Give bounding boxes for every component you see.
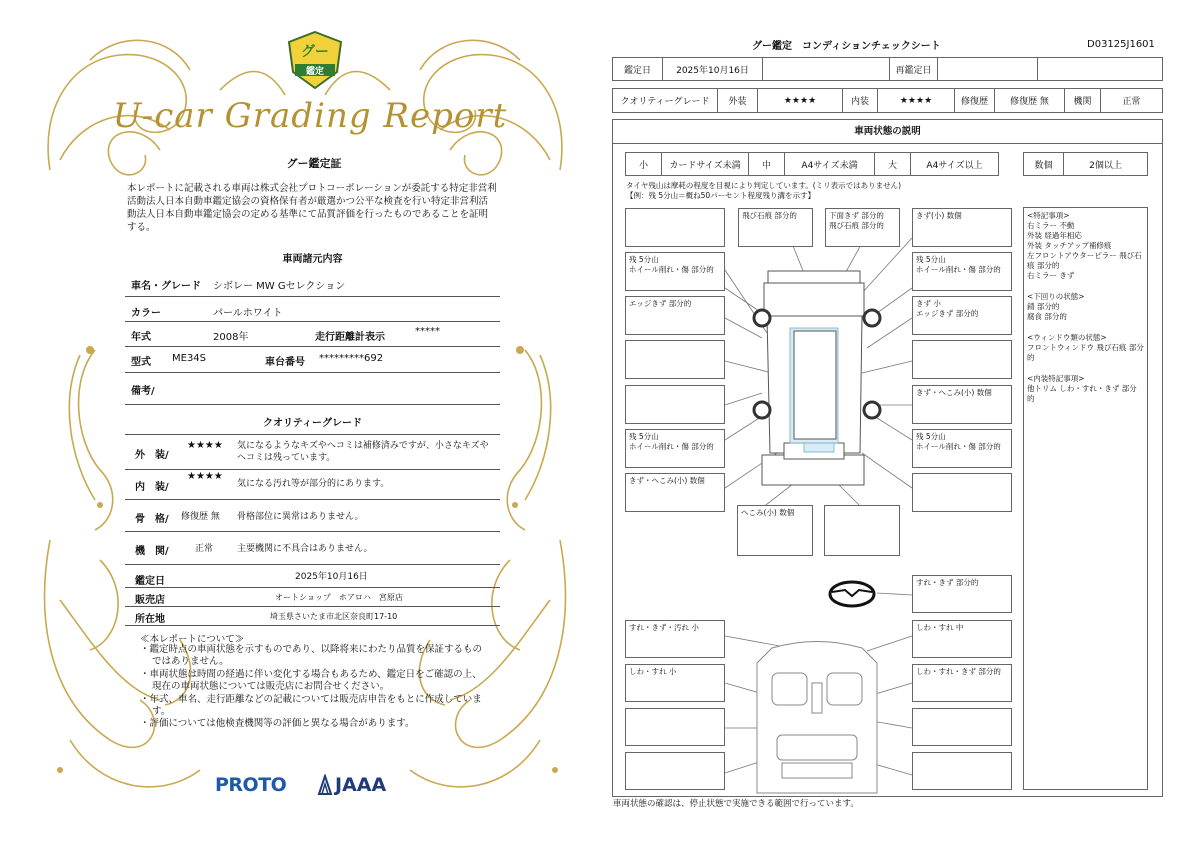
tire-note: タイヤ残山は摩耗の程度を目視により判定しています。(ミリ表示ではありません) (626, 181, 902, 190)
partner-logos (215, 770, 415, 800)
interior-note-box: しわ・すれ・きず 部分的 (912, 664, 1012, 702)
sheet-exterior-stars: ★★★★ (758, 89, 843, 112)
damage-note-box (912, 473, 1012, 512)
size-legend: 小 カードサイズ未満 中 A4サイズ未満 大 A4サイズ以上 (625, 152, 999, 176)
damage-note-box: きず・へこみ(小) 数個 (912, 385, 1012, 424)
special-notes-group: <特記事項> 右ミラー 不動 外装 経過年相応 外装 タッチアップ補修痕 左フロントアウターピラー 飛び石痕 部分的 右ミラー きず (1027, 211, 1142, 280)
sheet-title: グー鑑定 コンディションチェックシート (752, 41, 941, 52)
appraisal-date: 2025年10月16日 (295, 572, 368, 582)
model-value: ME34S (172, 353, 207, 364)
year-value: 2008年 (213, 332, 249, 343)
damage-note-box: 残 5分山 ホイール削れ・傷 部分的 (625, 252, 725, 291)
damage-note-box (625, 340, 725, 379)
color-value: パールホワイト (213, 308, 283, 319)
report-title: U-car Grading Report (112, 96, 508, 136)
dealer-row: 販売店 オートショップ ホアロハ 宮原店 (125, 588, 500, 607)
model-row: 型式 ME34S 車台番号 *********692 (125, 347, 500, 373)
interior-note-box: しわ・すれ 中 (912, 620, 1012, 658)
color-row: カラー パールホワイト (125, 297, 500, 322)
engine-comment: 主要機関に不具合はありません。 (237, 544, 373, 554)
damage-note-box: きず(小) 数個 (912, 208, 1012, 247)
interior-note-box (912, 708, 1012, 746)
interior-comment: 気になる汚れ等が部分的にあります。 (237, 479, 390, 489)
dealer-name: オートショップ ホアロハ 宮原店 (275, 593, 403, 602)
interior-note-box (625, 752, 725, 790)
exterior-comment: 気になるようなキズやヘコミは補修済みですが、小さなキズやヘコミは残っています。 (237, 441, 489, 463)
mileage-value: ***** (415, 326, 440, 337)
sheet-footer-note: 車両状態の確認は、停止状態で実施できる範囲で行っています。 (613, 799, 859, 809)
vehicle-name-row: 車名・グレード シボレー MW Gセレクション (125, 272, 500, 297)
exterior-grade-row: 外 装/ ★★★★ 気になるようなキズやヘコミは補修済みですが、小さなキズやヘコミは残っています。 (125, 434, 500, 470)
remarks-row: 備考/ (125, 373, 500, 405)
condition-check-sheet (600, 0, 1200, 848)
damage-note-box: 残 5分山 ホイール削れ・傷 部分的 (912, 252, 1012, 291)
jaaa-mark-icon (317, 774, 333, 796)
notice-title: ≪本レポートについて≫ (140, 634, 245, 645)
svg-text:鑑定: 鑑定 (305, 67, 325, 77)
jaaa-logo: JAAA (335, 774, 387, 796)
certificate-statement: 本レポートに記載される車両は株式会社プロトコーポレーションが委託する特定非営利活動法人日本自動車鑑定協会の資格保有者が厳選かつ公平な検査を行い特定非営利活動法人日本自動車鑑定協会の定める基準にて品質評価を行ったものであることを証明する。 (127, 183, 497, 233)
grade-summary-row: クオリティーグレード 外装 ★★★★ 内装 ★★★★ 修復歴 修復歴 無 機関 正常 (612, 88, 1163, 113)
frame-grade-row: 骨 格/ 修復歴 無 骨格部位に異常はありません。 (125, 500, 500, 532)
engine-value: 正常 (195, 544, 214, 554)
count-legend: 数個 2個以上 (1023, 152, 1148, 176)
notice-item: ・車両状態は時間の経過に伴い変化する場合もあるため、鑑定日をご確認の上、現在の車両状態については販売店にお問合せください。 (140, 668, 482, 693)
check-date: 2025年10月16日 (663, 58, 763, 80)
damage-note-box: エッジきず 部分的 (625, 296, 725, 335)
certificate-title: グー鑑定証 (286, 157, 342, 170)
window-notes-group: <ウィンドウ類の状態> フロントウィンドウ 飛び石痕 部分的 (1027, 333, 1144, 362)
damage-note-box: へこみ(小) 数個 (737, 505, 813, 556)
condition-section-title: 車両状態の説明 (612, 119, 1163, 143)
vehicle-name: シボレー MW Gセレクション (213, 281, 346, 292)
svg-text:グー: グー (301, 44, 329, 60)
proto-logo: PROTO (215, 774, 287, 796)
damage-note-box (824, 505, 900, 556)
interior-note-box: すれ・きず・汚れ 小 (625, 620, 725, 658)
interior-stars: ★★★★ (187, 471, 223, 482)
special-notes-panel (1023, 207, 1148, 790)
interior-note-box (912, 752, 1012, 790)
damage-note-box: きず 小 エッジきず 部分的 (912, 296, 1012, 335)
damage-note-box (625, 208, 725, 247)
damage-note-box: 残 5分山 ホイール削れ・傷 部分的 (912, 429, 1012, 468)
tire-note-example: 【例：残 5分山＝概ね50パーセント程度残り溝を示す】 (626, 191, 816, 200)
interior-note-box: すれ・きず 部分的 (912, 575, 1012, 613)
spec-section-title: 車両諸元内容 (282, 254, 343, 265)
interior-note-box (625, 708, 725, 746)
frame-comment: 骨格部位に異常はありません。 (237, 512, 364, 522)
year-row: 年式 2008年 走行距離計表示 ***** (125, 322, 500, 347)
dealer-address: 埼玉県さいたま市北区奈良町17-10 (270, 612, 398, 621)
notice-item: ・鑑定時点の車両状態を示すものであり、以降将来にわたり品質を保証するものではありません。 (140, 644, 483, 668)
date-row: 鑑定日 2025年10月16日 再鑑定日 (612, 57, 1163, 81)
chassis-number: *********692 (319, 353, 384, 364)
notice-item: ・年式、車名、走行距離などの記載については販売店申告をもとに作成しています。 (140, 693, 482, 718)
damage-note-box: 下面きず 部分的 飛び石痕 部分的 (825, 208, 900, 247)
notice-list (140, 644, 490, 731)
notice-item: ・評価については他検査機関等の評価と異なる場合があります。 (140, 718, 415, 730)
sheet-interior-stars: ★★★★ (878, 89, 955, 112)
exterior-stars: ★★★★ (187, 440, 223, 451)
underbody-notes-group: <下回りの状態> 錆 部分的 腐食 部分的 (1027, 292, 1085, 321)
damage-note-box: きず・へこみ(小) 数個 (625, 473, 725, 512)
sheet-repair-history: 修復歴 無 (995, 89, 1065, 112)
damage-note-box (625, 385, 725, 424)
sheet-engine-value: 正常 (1122, 97, 1141, 107)
address-row: 所在地 埼玉県さいたま市北区奈良町17-10 (125, 607, 500, 626)
damage-note-box: 飛び石痕 部分的 (738, 208, 813, 247)
interior-notes-group: <内装特記事項> 他トリム しわ・すれ・きず 部分的 (1027, 374, 1137, 403)
reappraisal-date (938, 58, 1038, 80)
damage-note-box (912, 340, 1012, 379)
appraisal-date-row: 鑑定日 2025年10月16日 (125, 567, 500, 588)
interior-note-box: しわ・すれ 小 (625, 664, 725, 702)
document-id: D03125J1601 (1087, 39, 1155, 50)
frame-history: 修復歴 無 (181, 512, 220, 522)
damage-note-box: 残 5分山 ホイール削れ・傷 部分的 (625, 429, 725, 468)
interior-grade-row: 内 装/ ★★★★ 気になる汚れ等が部分的にあります。 (125, 470, 500, 500)
quality-section-title: クオリティーグレード (263, 418, 362, 429)
goo-kantei-logo (287, 30, 343, 90)
engine-grade-row: 機 関/ 正常 主要機関に不具合はありません。 (125, 532, 500, 565)
